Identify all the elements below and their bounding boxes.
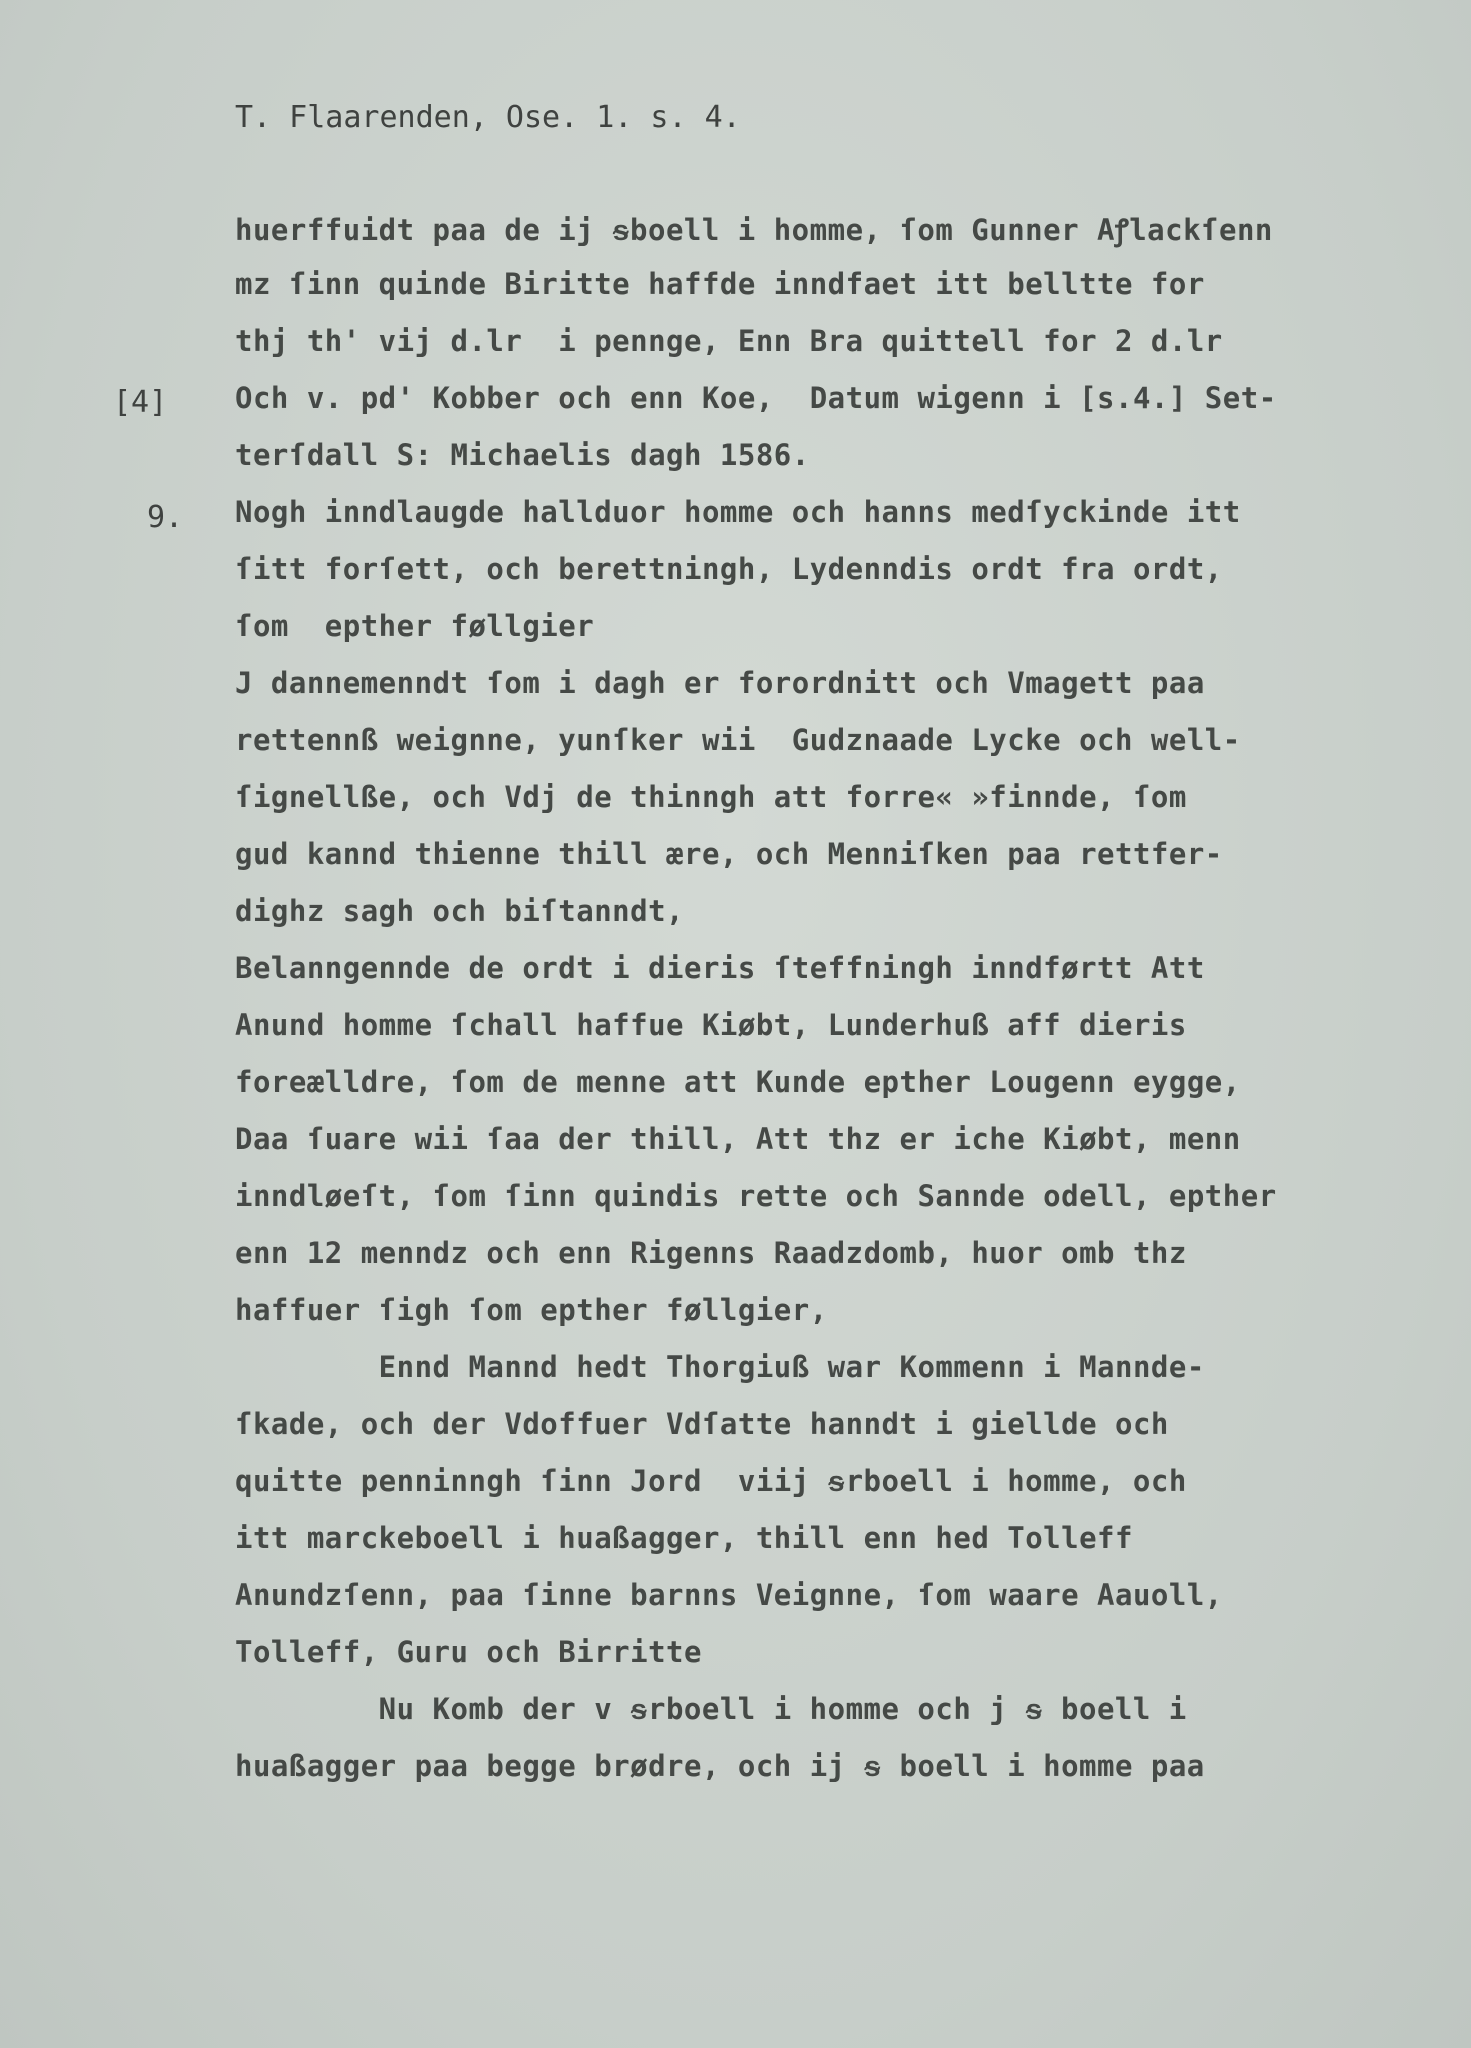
- text-line: Belanngennde de ordt i dieris ſteffningh inndførtt Att: [235, 951, 1205, 985]
- text-line: Nu Komb der v ᵴrboell i homme och j ᵴ boell i: [235, 1692, 1187, 1726]
- text-line: foreælldre, ſom de menne att Kunde epther Lougenn eygge,: [235, 1065, 1241, 1099]
- text-line: inndløeſt, ſom ſinn quindis rette och Sannde odell, epther: [235, 1179, 1277, 1213]
- text-line: huerffuidt paa de ij ᵴboell i homme, ſom Gunner Aꝭlackſenn: [235, 213, 1273, 247]
- text-line: Anund homme ſchall haffue Kiøbt, Lunderhuß aff dieris: [235, 1008, 1187, 1042]
- text-line: gud kannd thienne thill ære, och Menniſken paa rettfer-: [235, 837, 1223, 871]
- margin-bracket-note: [4]: [113, 385, 168, 420]
- text-line: itt marckeboell i huaßagger, thill enn hed Tolleff: [235, 1521, 1133, 1555]
- text-line: thj th' vij d.lr i pennge, Enn Bra quittell for 2 d.lr: [235, 324, 1223, 358]
- page-header: T. Flaarenden, Ose. 1. s. 4.: [235, 100, 741, 135]
- text-line: J dannemenndt ſom i dagh er forordnitt och Vmagett paa: [235, 666, 1205, 700]
- text-line: Tolleff, Guru och Birritte: [235, 1635, 702, 1669]
- text-line: Och v. pd' Kobber och enn Koe, Datum wigenn i [s.4.] Set-: [235, 381, 1277, 415]
- text-line: enn 12 menndz och enn Rigenns Raadzdomb, huor omb thz: [235, 1236, 1187, 1270]
- text-line: rettennß weignne, yunſker wii Gudznaade Lycke och well-: [235, 723, 1241, 757]
- text-line: Nogh inndlaugde hallduor homme och hanns medſyckinde itt: [235, 495, 1241, 529]
- text-line: Daa ſuare wii ſaa der thill, Att thz er iche Kiøbt, menn: [235, 1122, 1241, 1156]
- text-line: quitte penninngh ſinn Jord viij ᵴrboell i homme, och: [235, 1464, 1187, 1498]
- text-line: ſkade, och der Vdoffuer Vdſatte hanndt i giellde och: [235, 1407, 1169, 1441]
- text-line: Ennd Mannd hedt Thorgiuß war Kommenn i Mannde-: [235, 1350, 1205, 1384]
- text-line: Anundzſenn, paa ſinne barnns Veignne, ſom waare Aauoll,: [235, 1578, 1223, 1612]
- margin-number-note: 9.: [147, 500, 184, 535]
- text-line: terſdall S: Michaelis dagh 1586.: [235, 438, 810, 472]
- text-line: ſitt forſett, och berettningh, Lydenndis ordt fra ordt,: [235, 552, 1223, 586]
- text-line: haffuer ſigh ſom epther føllgier,: [235, 1293, 828, 1327]
- text-line: mz ſinn quinde Biritte haffde inndfaet itt belltte for: [235, 267, 1205, 301]
- text-line: dighz sagh och biſtanndt,: [235, 894, 684, 928]
- text-line: huaßagger paa begge brødre, och ij ᵴ boell i homme paa: [235, 1749, 1205, 1783]
- text-line: ſom epther føllgier: [235, 609, 595, 643]
- text-line: ſignellße, och Vdj de thinngh att forre« »finnde, ſom: [235, 780, 1187, 814]
